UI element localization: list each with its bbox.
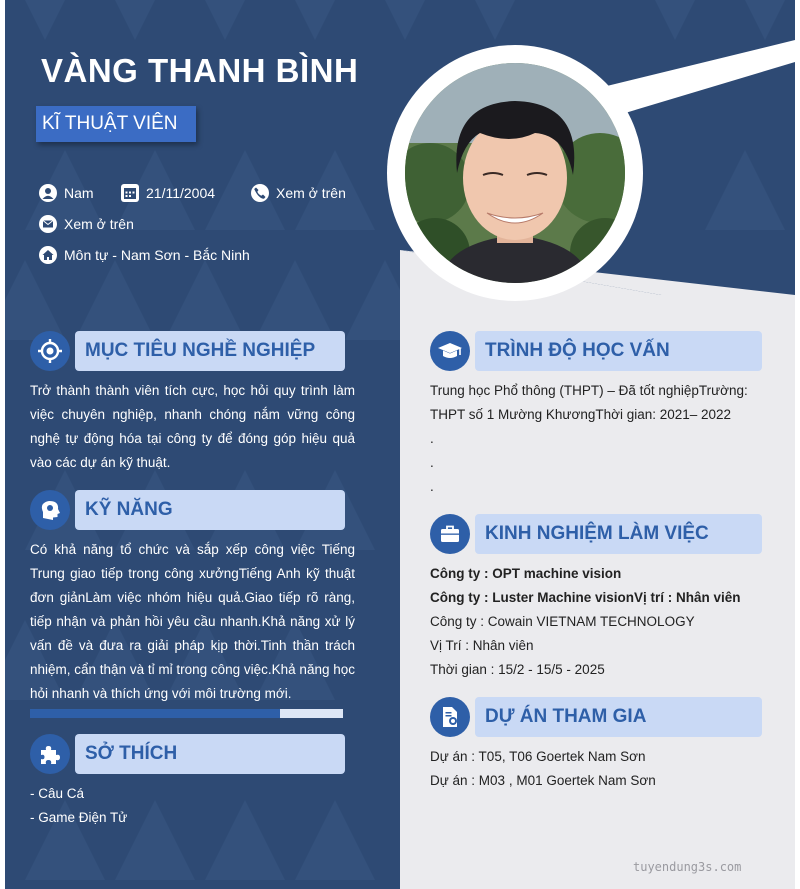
profile-photo xyxy=(405,63,625,283)
puzzle-icon xyxy=(30,734,70,774)
phone-text: Xem ở trên xyxy=(276,185,346,201)
education-header xyxy=(430,331,760,371)
briefcase-icon xyxy=(430,514,470,554)
experience-line: Công ty : Cowain VIETNAM TECHNOLOGY xyxy=(430,614,695,629)
home-icon xyxy=(39,246,57,264)
hobbies-list xyxy=(30,782,330,830)
job-title-badge: KĨ THUẬT VIÊN xyxy=(36,106,196,142)
education-line: . xyxy=(430,479,434,494)
objective-header xyxy=(30,331,350,371)
education-line: Trung học Phổ thông (THPT) – Đã tốt nghiệpTrường: xyxy=(430,383,748,398)
brain-head-icon xyxy=(30,490,70,530)
birthdate-info xyxy=(121,184,215,202)
objective-text: Trở thành thành viên tích cực, học hỏi quy trình làm việc chuyên nghiệp, nhanh chóng nắm vững công nghệ tự động hóa tại công ty để đóng góp hiệu quả vào các dự án kỹ thuật. xyxy=(30,383,355,470)
watermark: tuyendung3s.com xyxy=(633,860,742,874)
experience-title: KINH NGHIỆM LÀM VIỆC xyxy=(485,523,709,544)
document-gear-icon xyxy=(430,697,470,737)
address-text: Môn tự - Nam Sơn - Bắc Ninh xyxy=(64,247,250,263)
project-line: Dự án : M03 , M01 Goertek Nam Sơn xyxy=(430,773,656,788)
gender-text: Nam xyxy=(64,185,94,201)
education-title: TRÌNH ĐỘ HỌC VẤN xyxy=(485,340,670,361)
education-line: . xyxy=(430,455,434,470)
skills-header xyxy=(30,490,350,530)
skills-title: KỸ NĂNG xyxy=(85,499,173,520)
skill-level-fill xyxy=(30,709,280,718)
email-info xyxy=(39,215,134,233)
hobbies-title: SỞ THÍCH xyxy=(85,743,178,764)
experience-line: Công ty : OPT machine vision xyxy=(430,566,622,581)
skill-level-bar xyxy=(30,709,343,718)
experience-text xyxy=(430,562,741,682)
experience-line: Vị Trí : Nhân viên xyxy=(430,638,534,653)
hobbies-header xyxy=(30,734,350,774)
gender-info xyxy=(39,184,94,202)
skills-text: Có khả năng tổ chức và sắp xếp công việc Tiếng Trung giao tiếp trong công xưởngTiếng Anh kỹ thuật đơn giảnLàm việc nhóm hiệu quả.Giao tiếp rõ ràng, tiếp nhận và phản hồi yêu cầu nhanh.Khả năng xử lý vấn đề và đưa ra giải pháp kịp thời.Tinh thần trách nhiệm, cẩn thận và tỉ mỉ trong công việc.Khả năng học hỏi nhanh và thích ứng với môi trường mới. xyxy=(30,542,355,701)
hobby-item: - Game Điện Tử xyxy=(30,810,128,825)
education-text xyxy=(430,379,748,499)
hobby-item: - Câu Cá xyxy=(30,786,85,801)
graduation-cap-icon xyxy=(430,331,470,371)
experience-line: Công ty : Luster Machine visionVị trí : Nhân viên xyxy=(430,590,741,605)
education-line: . xyxy=(430,431,434,446)
candidate-name: VÀNG THANH BÌNH xyxy=(41,52,359,89)
phone-info xyxy=(251,184,346,202)
cv-page xyxy=(5,0,795,889)
user-icon xyxy=(39,184,57,202)
projects-text xyxy=(430,745,656,793)
email-text: Xem ở trên xyxy=(64,216,134,232)
phone-icon xyxy=(251,184,269,202)
experience-line: Thời gian : 15/2 - 15/5 - 2025 xyxy=(430,662,605,677)
target-icon xyxy=(30,331,70,371)
projects-title: DỰ ÁN THAM GIA xyxy=(485,706,647,727)
education-line: THPT số 1 Mường KhươngThời gian: 2021– 2022 xyxy=(430,407,732,422)
experience-header xyxy=(430,514,760,554)
projects-header xyxy=(430,697,760,737)
email-icon xyxy=(39,215,57,233)
address-info xyxy=(39,246,250,264)
birthdate-text: 21/11/2004 xyxy=(146,185,216,201)
project-line: Dự án : T05, T06 Goertek Nam Sơn xyxy=(430,749,646,764)
calendar-icon xyxy=(121,184,139,202)
objective-title: MỤC TIÊU NGHỀ NGHIỆP xyxy=(85,340,316,361)
